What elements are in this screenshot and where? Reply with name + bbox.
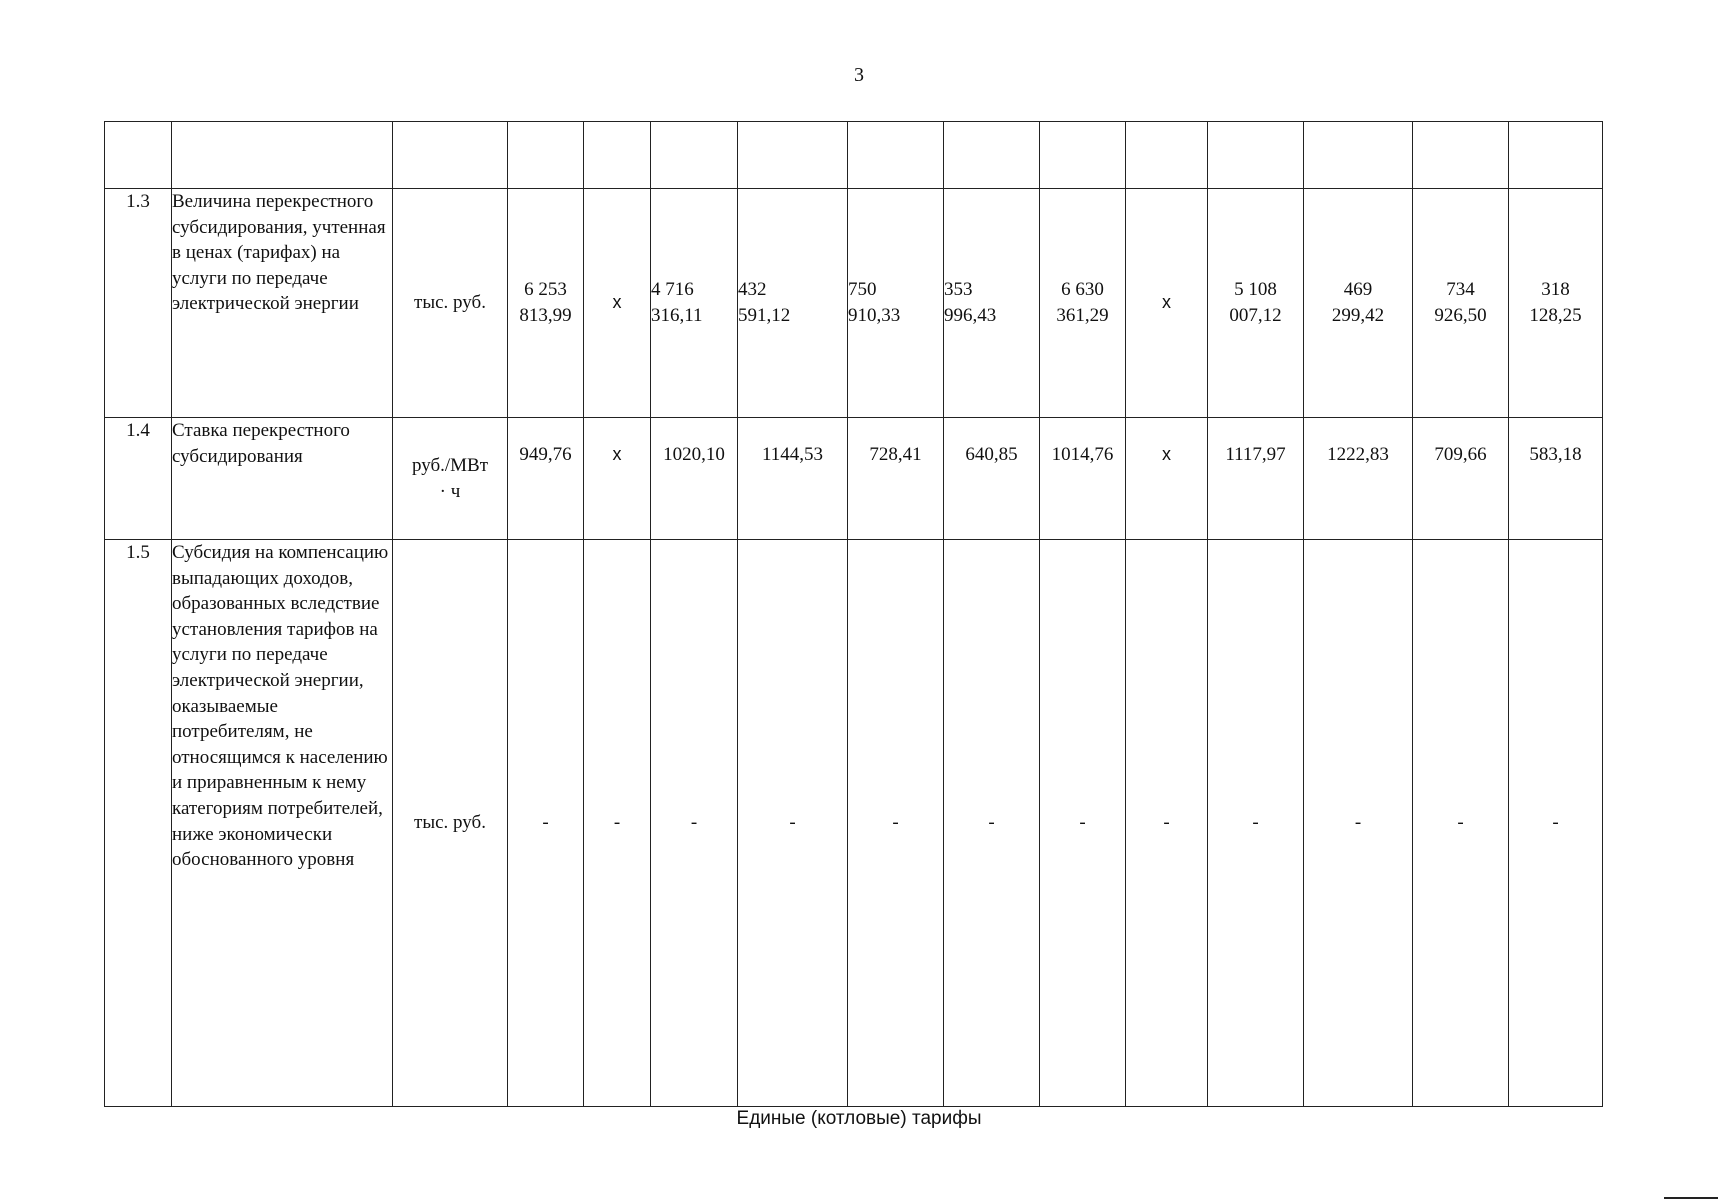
- row-number: 1.3: [105, 189, 172, 418]
- header-cell: [172, 122, 393, 189]
- value-cell: 709,66: [1413, 418, 1509, 540]
- value-cell: 469 299,42: [1304, 189, 1413, 418]
- value-cell: x: [584, 189, 651, 418]
- header-cell: [1509, 122, 1603, 189]
- value-cell: 6 253 813,99: [508, 189, 584, 418]
- value-cell: x: [1126, 418, 1208, 540]
- row-number: 1.4: [105, 418, 172, 540]
- table-row: [105, 189, 1603, 418]
- header-cell: [1040, 122, 1126, 189]
- value-cell: x: [1126, 189, 1208, 418]
- row-number: 1.5: [105, 540, 172, 1107]
- value-cell: -: [1126, 540, 1208, 1107]
- table-row: [105, 540, 1603, 1107]
- value-cell: 318 128,25: [1509, 189, 1603, 418]
- header-cell: [508, 122, 584, 189]
- header-cell: [584, 122, 651, 189]
- edge-line: [1664, 1197, 1718, 1199]
- header-cell: [1413, 122, 1509, 189]
- value-cell: 750 910,33: [848, 189, 944, 418]
- value-cell: 1222,83: [1304, 418, 1413, 540]
- value-cell: 728,41: [848, 418, 944, 540]
- header-cell: [738, 122, 848, 189]
- value-cell: 6 630 361,29: [1040, 189, 1126, 418]
- value-cell: 583,18: [1509, 418, 1603, 540]
- value-cell: 640,85: [944, 418, 1040, 540]
- table-row: [105, 418, 1603, 540]
- value-cell: -: [1413, 540, 1509, 1107]
- row-name: Субсидия на компенсацию выпадающих доходов, образованных вследствие установления тарифов на услуги по передаче электрической энергии, оказываемые потребителям, не относящимся к населению и приравненным к нему категориям потребителей, ниже экономически обоснованного уровня: [172, 540, 393, 1107]
- header-cell: [651, 122, 738, 189]
- row-name: Величина перекрестного субсидирования, учтенная в ценах (тарифах) на услуги по передаче электрической энергии: [172, 189, 393, 418]
- value-cell: 1020,10: [651, 418, 738, 540]
- header-cell: [393, 122, 508, 189]
- value-cell: 949,76: [508, 418, 584, 540]
- value-cell: -: [1208, 540, 1304, 1107]
- value-cell: -: [584, 540, 651, 1107]
- row-unit: тыс. руб.: [393, 540, 508, 1107]
- header-cell: [1208, 122, 1304, 189]
- value-cell: -: [1040, 540, 1126, 1107]
- value-cell: 353 996,43: [944, 189, 1040, 418]
- header-cell: [848, 122, 944, 189]
- value-cell: 1144,53: [738, 418, 848, 540]
- header-cell: [1304, 122, 1413, 189]
- value-cell: -: [848, 540, 944, 1107]
- value-cell: -: [1509, 540, 1603, 1107]
- value-cell: x: [584, 418, 651, 540]
- header-cell: [1126, 122, 1208, 189]
- value-cell: 432 591,12: [738, 189, 848, 418]
- value-cell: -: [651, 540, 738, 1107]
- value-cell: 5 108 007,12: [1208, 189, 1304, 418]
- row-name: Ставка перекрестного субсидирования: [172, 418, 393, 540]
- value-cell: -: [944, 540, 1040, 1107]
- row-unit: руб./МВт · ч: [393, 418, 508, 540]
- value-cell: 4 716 316,11: [651, 189, 738, 418]
- value-cell: 734 926,50: [1413, 189, 1509, 418]
- page-number: 3: [854, 64, 864, 86]
- row-unit: тыс. руб.: [393, 189, 508, 418]
- value-cell: -: [738, 540, 848, 1107]
- header-cell: [944, 122, 1040, 189]
- header-cell: [105, 122, 172, 189]
- tariff-table: [104, 121, 1603, 1107]
- value-cell: 1014,76: [1040, 418, 1126, 540]
- table-header-row: [105, 122, 1603, 189]
- value-cell: -: [1304, 540, 1413, 1107]
- value-cell: 1117,97: [1208, 418, 1304, 540]
- value-cell: -: [508, 540, 584, 1107]
- section-caption: Единые (котловые) тарифы: [736, 1108, 982, 1129]
